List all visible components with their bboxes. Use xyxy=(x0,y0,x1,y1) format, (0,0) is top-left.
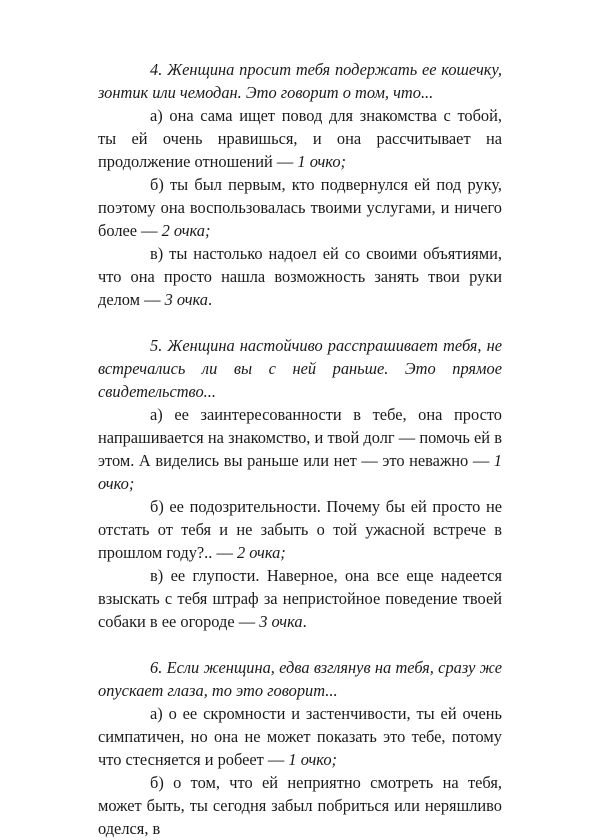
answer-score: 2 очка; xyxy=(236,543,286,562)
question-6-answer-a xyxy=(98,702,502,771)
question-4-answer-c xyxy=(98,242,502,311)
answer-score: 3 очка xyxy=(259,612,303,631)
answer-text: б) ее подозрительности. Почему бы ей просто не отстать от тебя и не забыть о той ужасной встрече в прошлом году?.. — xyxy=(98,497,502,562)
answer-score: 1 очко; xyxy=(288,750,338,769)
answer-score: 2 очка; xyxy=(161,221,211,240)
answer-score: 1 очко; xyxy=(98,451,502,493)
answer-text: а) она сама ищет повод для знакомства с тобой, ты ей очень нравишься, и она рассчитывает на продолжение отношений — xyxy=(98,106,502,171)
question-6-prompt: 6. Если женщина, едва взглянув на тебя, сразу же опускает глаза, то это говорит... xyxy=(98,658,502,700)
answer-text: а) ее заинтересованности в тебе, она просто напрашивается на знакомство, и твой долг — помочь ей в этом. А виделись вы раньше или нет — это неважно — xyxy=(98,405,502,470)
question-5-answer-b xyxy=(98,495,502,564)
answer-tail: . xyxy=(302,612,307,631)
section-gap xyxy=(98,633,502,656)
question-5-answer-a xyxy=(98,403,502,495)
answer-score: 1 очко; xyxy=(297,152,346,171)
question-5-answer-c xyxy=(98,564,502,633)
question-4-answer-a xyxy=(98,104,502,173)
answer-text: а) о ее скромности и застенчивости, ты ей очень симпатичен, но она не может показать это тебе, потому что стесняется и робеет — xyxy=(98,704,502,769)
answer-text: б) ты был первым, кто подвернулся ей под руку, поэтому она воспользовалась твоими услугами, и ничего более — xyxy=(98,175,502,240)
page-text xyxy=(98,58,502,840)
answer-score: 3 очка xyxy=(164,290,208,309)
answer-text: в) ты настолько надоел ей со своими объятиями, что она просто нашла возможность занять твои руки делом — xyxy=(98,244,502,309)
question-5-prompt: 5. Женщина настойчиво расспрашивает тебя, не встречались ли вы с ней раньше. Это прямое свидетельство... xyxy=(98,336,502,401)
section-gap xyxy=(98,311,502,334)
answer-tail: . xyxy=(207,290,213,309)
answer-text: в) ее глупости. Наверное, она все еще надеется взыскать с тебя штраф за непристойное поведение твоей собаки в ее огороде — xyxy=(98,566,502,631)
question-6-answer-b xyxy=(98,771,502,840)
question-4-prompt: 4. Женщина просит тебя подержать ее кошечку, зонтик или чемодан. Это говорит о том, что... xyxy=(98,60,502,102)
question-4-answer-b xyxy=(98,173,502,242)
answer-text: б) о том, что ей неприятно смотреть на тебя, может быть, ты сегодня забыл побриться или неряшливо оделся, в xyxy=(98,773,502,838)
